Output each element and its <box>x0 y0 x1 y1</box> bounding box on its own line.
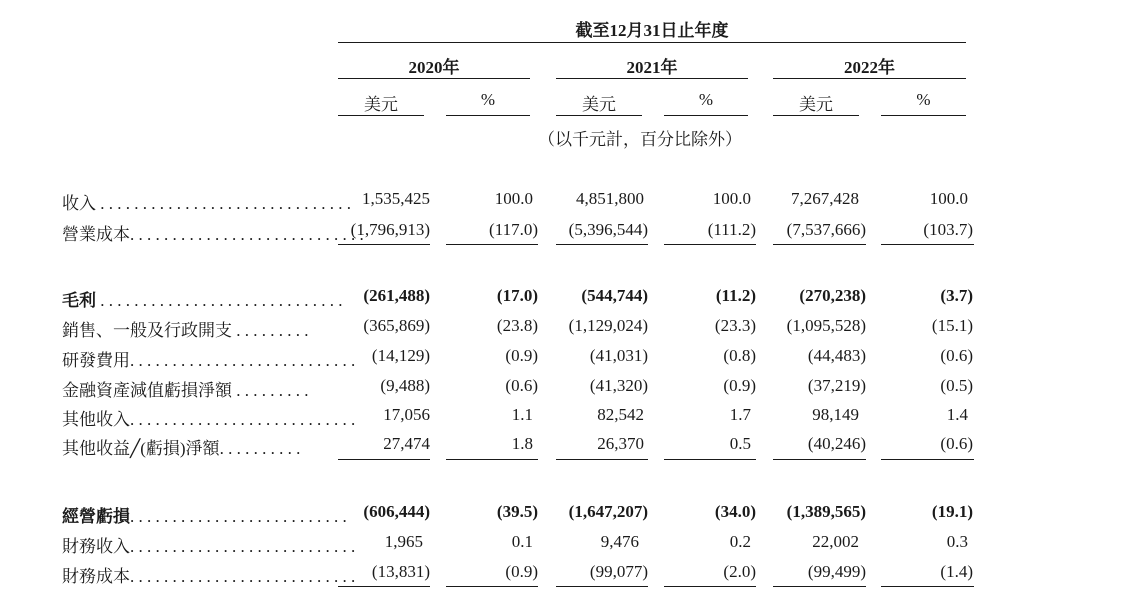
cell-fin-cost-2021-usd: (99,077) <box>589 562 648 581</box>
subtotal-line <box>881 244 974 245</box>
row-label-other-income: 其他收入. . . . . . . . . . . . . . . . . . . . . . . . . . . <box>62 410 356 429</box>
row-label-revenue: 收入 . . . . . . . . . . . . . . . . . . . . . . . . . . . . . . <box>62 194 351 213</box>
period-title: 截至12月31日止年度 <box>575 21 729 40</box>
subtotal-line <box>664 244 756 245</box>
cell-rnd-2022-usd: (44,483) <box>807 346 866 365</box>
unit-usd-2020: 美元 <box>364 95 398 114</box>
subtotal-line <box>338 586 430 587</box>
unit-underline <box>664 115 748 116</box>
cell-rnd-2020-pct: (0.9) <box>505 346 538 365</box>
row-label-rnd: 研發費用. . . . . . . . . . . . . . . . . . . . . . . . . . . <box>62 351 356 370</box>
cell-fin-income-2022-pct: 0.3 <box>946 532 968 551</box>
cell-other-gains-2020-usd: 27,474 <box>383 434 430 453</box>
subtotal-line <box>338 459 430 460</box>
cell-impairment-2020-usd: (9,488) <box>380 376 430 395</box>
cell-revenue-2020-usd: 1,535,425 <box>362 189 430 208</box>
cell-revenue-2021-pct: 100.0 <box>712 189 751 208</box>
cell-gross-2020-usd: (261,488) <box>363 286 430 305</box>
unit-usd-2022: 美元 <box>799 95 833 114</box>
cell-other-income-2022-usd: 98,149 <box>812 405 859 424</box>
subtotal-line <box>664 586 756 587</box>
cell-op-loss-2022-pct: (19.1) <box>931 502 973 521</box>
unit-note: （以千元計，百分比除外） <box>538 130 742 149</box>
unit-pct-2020: % <box>480 90 496 109</box>
cell-fin-cost-2021-pct: (2.0) <box>723 562 756 581</box>
unit-pct-2022: % <box>916 90 931 109</box>
cell-gross-2022-usd: (270,238) <box>799 286 866 305</box>
cell-fin-income-2021-usd: 9,476 <box>600 532 639 551</box>
unit-underline <box>446 115 530 116</box>
cell-fin-income-2021-pct: 0.2 <box>729 532 751 551</box>
cell-other-income-2021-pct: 1.7 <box>729 405 751 424</box>
subtotal-line <box>773 586 866 587</box>
cell-fin-income-2022-usd: 22,002 <box>812 532 859 551</box>
cell-fin-income-2020-usd: 1,965 <box>384 532 423 551</box>
cell-fin-cost-2022-pct: (1.4) <box>940 562 973 581</box>
cell-cost-2020-pct: (117.0) <box>489 220 538 239</box>
cell-sga-2021-usd: (1,129,024) <box>568 316 648 335</box>
cell-impairment-2022-pct: (0.5) <box>940 376 973 395</box>
cell-revenue-2022-usd: 7,267,428 <box>791 189 859 208</box>
subtotal-line <box>446 459 538 460</box>
subtotal-line <box>556 586 648 587</box>
cell-fin-cost-2022-usd: (99,499) <box>807 562 866 581</box>
row-label-cost-of-revenue: 營業成本. . . . . . . . . . . . . . . . . . . . . . . . . . . . <box>62 225 364 244</box>
row-label-impairment: 金融資產減值虧損淨額 . . . . . . . . . <box>62 381 309 400</box>
cell-impairment-2021-pct: (0.9) <box>723 376 756 395</box>
cell-other-gains-2022-usd: (40,246) <box>807 434 866 453</box>
cell-sga-2021-pct: (23.3) <box>714 316 756 335</box>
cell-op-loss-2021-usd: (1,647,207) <box>568 502 648 521</box>
cell-cost-2022-usd: (7,537,666) <box>786 220 866 239</box>
row-label-sga: 銷售、一般及行政開支 . . . . . . . . . <box>62 321 309 340</box>
cell-rnd-2021-pct: (0.8) <box>723 346 756 365</box>
subtotal-line <box>556 244 648 245</box>
unit-underline <box>556 115 642 116</box>
cell-gross-2021-usd: (544,744) <box>581 286 648 305</box>
cell-rnd-2021-usd: (41,031) <box>589 346 648 365</box>
cell-other-income-2020-usd: 17,056 <box>383 405 430 424</box>
cell-gross-2021-pct: (11.2) <box>715 286 756 305</box>
cell-rnd-2020-usd: (14,129) <box>371 346 430 365</box>
unit-underline <box>881 115 966 116</box>
cell-op-loss-2021-pct: (34.0) <box>714 502 756 521</box>
cell-sga-2022-usd: (1,095,528) <box>786 316 866 335</box>
cell-other-gains-2021-pct: 0.5 <box>729 434 751 453</box>
cell-revenue-2020-pct: 100.0 <box>494 189 533 208</box>
cell-cost-2022-pct: (103.7) <box>923 220 973 239</box>
cell-cost-2021-usd: (5,396,544) <box>568 220 648 239</box>
subtotal-line <box>773 244 866 245</box>
row-label-other-gains: 其他收益╱(虧損)淨額. . . . . . . . . . <box>62 439 301 458</box>
subtotal-line <box>881 459 974 460</box>
cell-other-gains-2020-pct: 1.8 <box>511 434 533 453</box>
cell-fin-cost-2020-usd: (13,831) <box>371 562 430 581</box>
subtotal-line <box>773 459 866 460</box>
cell-sga-2020-usd: (365,869) <box>363 316 430 335</box>
subtotal-line <box>446 244 538 245</box>
year-header-2022: 2022年 <box>844 58 895 77</box>
cell-gross-2020-pct: (17.0) <box>496 286 538 305</box>
subtotal-line <box>338 244 430 245</box>
cell-cost-2021-pct: (111.2) <box>707 220 756 239</box>
row-label-operating-loss: 經營虧損. . . . . . . . . . . . . . . . . . . . . . . . . . <box>62 507 347 526</box>
row-label-gross-loss: 毛利 . . . . . . . . . . . . . . . . . . . . . . . . . . . . . <box>62 291 343 310</box>
cell-revenue-2022-pct: 100.0 <box>929 189 968 208</box>
unit-usd-2021: 美元 <box>582 95 616 114</box>
cell-op-loss-2022-usd: (1,389,565) <box>786 502 866 521</box>
year-underline-2020 <box>338 78 530 79</box>
cell-sga-2020-pct: (23.8) <box>496 316 538 335</box>
cell-fin-cost-2020-pct: (0.9) <box>505 562 538 581</box>
cell-cost-2020-usd: (1,796,913) <box>350 220 430 239</box>
cell-other-gains-2022-pct: (0.6) <box>940 434 973 453</box>
cell-other-income-2020-pct: 1.1 <box>511 405 533 424</box>
row-label-finance-cost: 財務成本. . . . . . . . . . . . . . . . . . . . . . . . . . . <box>62 567 356 586</box>
unit-pct-2021: % <box>698 90 714 109</box>
unit-underline <box>773 115 859 116</box>
cell-sga-2022-pct: (15.1) <box>931 316 973 335</box>
period-underline <box>338 42 966 43</box>
cell-op-loss-2020-usd: (606,444) <box>363 502 430 521</box>
cell-revenue-2021-usd: 4,851,800 <box>576 189 644 208</box>
cell-impairment-2022-usd: (37,219) <box>807 376 866 395</box>
year-underline-2022 <box>773 78 966 79</box>
cell-impairment-2021-usd: (41,320) <box>589 376 648 395</box>
unit-underline <box>338 115 424 116</box>
cell-gross-2022-pct: (3.7) <box>940 286 973 305</box>
year-header-2020: 2020年 <box>408 58 460 77</box>
cell-other-gains-2021-usd: 26,370 <box>597 434 644 453</box>
cell-impairment-2020-pct: (0.6) <box>505 376 538 395</box>
subtotal-line <box>446 586 538 587</box>
subtotal-line <box>664 459 756 460</box>
subtotal-line <box>556 459 648 460</box>
cell-other-income-2021-usd: 82,542 <box>597 405 644 424</box>
cell-op-loss-2020-pct: (39.5) <box>496 502 538 521</box>
year-underline-2021 <box>556 78 748 79</box>
subtotal-line <box>881 586 974 587</box>
cell-rnd-2022-pct: (0.6) <box>940 346 973 365</box>
cell-fin-income-2020-pct: 0.1 <box>511 532 533 551</box>
row-label-finance-income: 財務收入. . . . . . . . . . . . . . . . . . . . . . . . . . . <box>62 537 356 556</box>
year-header-2021: 2021年 <box>626 58 678 77</box>
cell-other-income-2022-pct: 1.4 <box>946 405 968 424</box>
